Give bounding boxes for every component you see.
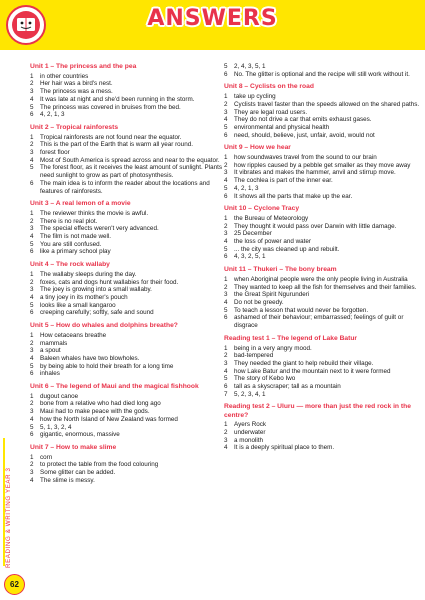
answer-item (30, 164, 226, 179)
answer-number: 5 (30, 301, 34, 309)
answer-text: 25 December (234, 230, 272, 238)
answer-number: 2 (30, 80, 34, 88)
answer-text: the Great Spirit Ngurunderi (234, 291, 310, 299)
answer-item (30, 469, 226, 477)
answer-text: inhales (40, 370, 60, 378)
answer-item (224, 169, 420, 177)
answer-item (30, 149, 226, 157)
answer-item (30, 400, 226, 408)
answer-item (224, 215, 420, 223)
answer-number: 3 (30, 225, 34, 233)
answer-number: 1 (224, 421, 228, 429)
answer-number: 5 (30, 103, 34, 111)
answer-item (30, 134, 226, 142)
answer-number: 3 (30, 88, 34, 96)
answer-number: 2 (224, 429, 228, 437)
answer-text: a monolith (234, 436, 264, 444)
answer-item (224, 368, 420, 376)
answer-number: 1 (30, 270, 34, 278)
answer-item (30, 332, 226, 340)
answer-item (30, 340, 226, 348)
answer-text: how Lake Batur and the mountain next to it were formed (234, 367, 391, 375)
answer-number: 5 (30, 164, 34, 172)
unit-heading: Unit 3 – A real lemon of a movie (30, 200, 131, 208)
answer-text: 4, 3, 2, 5, 1 (234, 253, 266, 261)
unit-heading: Reading test 1 – The legend of Lake Batur (224, 334, 358, 342)
answer-text: How cetaceans breathe (40, 331, 107, 339)
answer-text: how ripples caused by a pebble get smaller as they move away (234, 161, 411, 169)
answer-item (30, 355, 226, 363)
answer-item (224, 421, 420, 429)
answer-item (30, 294, 226, 302)
answer-item (224, 185, 420, 193)
answer-text: The joey is growing into a small wallaby. (40, 286, 152, 294)
answer-text: Some glitter can be added. (40, 469, 116, 477)
answer-item (30, 141, 226, 149)
answer-number: 4 (224, 367, 228, 375)
answer-text: corn (40, 453, 53, 461)
answer-item (224, 93, 420, 101)
answer-text: underwater (234, 429, 266, 437)
answer-number: 5 (224, 306, 228, 314)
answer-item (30, 363, 226, 371)
answer-item (224, 429, 420, 437)
answer-number: 4 (30, 293, 34, 301)
answer-number: 2 (224, 352, 228, 360)
answer-number: 3 (30, 149, 34, 157)
answer-number: 6 (30, 309, 34, 317)
answer-item (224, 162, 420, 170)
answer-item (30, 88, 226, 96)
answer-text: They needed the giant to help rebuild their village. (234, 359, 374, 367)
answer-number: 2 (30, 400, 34, 408)
answer-text: forest floor (40, 149, 70, 157)
answer-item (224, 284, 420, 292)
answer-number: 6 (30, 370, 34, 378)
answer-number: 1 (224, 93, 228, 101)
answer-item (224, 63, 420, 71)
answer-text: The special effects weren't very advanced. (40, 225, 159, 233)
answer-number: 2 (30, 278, 34, 286)
answer-item (30, 302, 226, 310)
answer-number: 5 (30, 362, 34, 370)
answer-unit (224, 63, 420, 78)
answer-text: ashamed of their behaviour; embarrassed; feelings of guilt or disgrace (234, 314, 404, 330)
answer-text: to protect the table from the food colouring (40, 461, 159, 469)
answer-text: bad-tempered (234, 352, 274, 360)
answer-unit (224, 205, 420, 261)
answer-number: 2 (30, 461, 34, 469)
answer-item (224, 383, 420, 391)
answer-text: Baleen whales have two blowholes. (40, 354, 140, 362)
answer-text: Ayers Rock (234, 421, 267, 429)
answer-item (224, 71, 420, 79)
answer-unit (30, 124, 226, 195)
answer-number: 5 (224, 63, 228, 70)
answer-number: 1 (224, 344, 228, 352)
answer-item (30, 286, 226, 294)
answer-number: 2 (224, 161, 228, 169)
answer-unit (224, 83, 420, 139)
answer-unit (30, 200, 226, 256)
answer-number: 1 (30, 72, 34, 80)
answer-item (224, 391, 420, 399)
answer-text: take up cycling (234, 93, 276, 101)
answer-item (224, 124, 420, 132)
answer-text: when Aboriginal people were the only people living in Australia (234, 275, 408, 283)
answer-unit (30, 261, 226, 317)
answer-number: 5 (224, 184, 228, 192)
answer-number: 4 (224, 298, 228, 306)
answer-item (224, 253, 420, 261)
answer-unit (30, 63, 226, 119)
answer-item (224, 177, 420, 185)
answer-text: The main idea is to inform the reader about the locations and features of rainforests. (40, 179, 210, 195)
answer-text: 5, 2, 3, 4, 1 (234, 390, 266, 398)
answer-text: This is the part of the Earth that is warm all year round. (40, 141, 193, 149)
answer-item (30, 80, 226, 88)
answer-item (224, 360, 420, 368)
answer-item (224, 276, 420, 284)
answer-item (30, 218, 226, 226)
answer-text: environmental and physical health (234, 123, 330, 131)
answer-text: The cochlea is part of the inner ear. (234, 177, 333, 185)
answer-item (30, 279, 226, 287)
answer-text: dugout canoe (40, 392, 79, 400)
answer-text: The forest floor, as it receives the least amount of sunlight. Plants need sunlight to grow as part of photosynthesis. (40, 164, 223, 180)
answer-text: You are still confused. (40, 240, 102, 248)
answer-item (30, 180, 226, 195)
unit-heading: Unit 2 – Tropical rainforests (30, 123, 119, 131)
answer-number: 3 (224, 359, 228, 367)
answer-item (30, 393, 226, 401)
answer-number: 2 (224, 100, 228, 108)
answer-number: 7 (224, 390, 228, 398)
answer-text: a tiny joey in its mother's pouch (40, 293, 128, 301)
unit-heading: Unit 9 – How we hear (224, 144, 291, 152)
answer-number: 6 (224, 192, 228, 200)
answers-column-right (224, 63, 420, 457)
answer-text: There is no real plot. (40, 217, 98, 225)
answer-item (224, 314, 420, 329)
answer-number: 5 (224, 375, 228, 383)
answer-text: It shows all the parts that make up the ear. (234, 192, 353, 200)
answer-item (224, 307, 420, 315)
unit-heading: Unit 10 – Cyclone Tracy (224, 205, 300, 213)
answer-text: Maui had to make peace with the gods. (40, 408, 150, 416)
answer-number: 3 (30, 286, 34, 294)
answer-number: 2 (224, 283, 228, 291)
answer-text: in other countries (40, 72, 89, 80)
answer-text: They wanted to keep all the fish for themselves and their families. (234, 283, 417, 291)
answer-text: Tropical rainforests are not found near the equator. (40, 133, 182, 141)
answer-text: It vibrates and makes the hammer, anvil and stirrup move. (234, 169, 396, 177)
answer-number: 4 (30, 156, 34, 164)
answer-number: 6 (30, 248, 34, 256)
answer-text: They are legal road users. (234, 108, 308, 116)
answer-item (224, 116, 420, 124)
answer-text: gigantic, enormous, massive (40, 431, 120, 439)
unit-heading: Unit 11 – Thukeri – The bony bream (224, 266, 337, 274)
answer-number: 1 (30, 392, 34, 400)
page-title: ANSWERS (147, 6, 278, 31)
answer-text: The slime is messy. (40, 476, 95, 484)
answer-number: 1 (30, 209, 34, 217)
answer-text: how the North Island of New Zealand was formed (40, 415, 178, 423)
answer-text: mammals (40, 339, 68, 347)
answer-number: 3 (224, 230, 228, 238)
answer-number: 3 (224, 291, 228, 299)
unit-heading: Unit 5 – How do whales and dolphins breathe? (30, 322, 178, 330)
answer-number: 4 (224, 177, 228, 185)
answer-number: 3 (224, 169, 228, 177)
answer-item (30, 309, 226, 317)
answer-number: 6 (224, 253, 228, 261)
page-number-badge (4, 574, 25, 595)
answer-item (30, 347, 226, 355)
answer-number: 4 (30, 233, 34, 241)
answer-text: The wallaby sleeps during the day. (40, 270, 137, 278)
answer-number: 6 (224, 383, 228, 391)
answer-unit (30, 383, 226, 439)
answer-text: being in a very angry mood. (234, 344, 312, 352)
answer-item (30, 210, 226, 218)
answer-item (224, 101, 420, 109)
answer-text: the loss of power and water (234, 238, 312, 246)
answer-number: 6 (30, 431, 34, 439)
answer-text: 4, 2, 1, 3 (234, 184, 259, 192)
answer-number: 4 (30, 415, 34, 423)
answer-item (30, 241, 226, 249)
answer-number: 6 (30, 111, 34, 119)
answer-item (224, 193, 420, 201)
answer-text: need, should, believe, just, unfair, avoid, would not (234, 131, 375, 139)
answer-text: the Bureau of Meteorology (234, 214, 309, 222)
answer-item (30, 416, 226, 424)
answer-item (30, 233, 226, 241)
answer-text: Her hair was a bird's nest. (40, 80, 113, 88)
answer-number: 4 (224, 116, 228, 124)
answer-unit (30, 322, 226, 378)
answer-number: 3 (30, 408, 34, 416)
page-number: 62 (10, 580, 19, 589)
unit-heading: Unit 4 – The rock wallaby (30, 261, 110, 269)
answer-text: 2, 4, 3, 5, 1 (234, 63, 266, 70)
answer-text: It is a deeply spiritual place to them. (234, 444, 335, 452)
answer-item (30, 477, 226, 485)
answer-item (224, 437, 420, 445)
answer-item (30, 104, 226, 112)
answer-text: how soundwaves travel from the sound to our brain (234, 154, 377, 162)
answer-item (224, 444, 420, 452)
answer-text: The reviewer thinks the movie is awful. (40, 209, 149, 217)
answer-text: looks like a small kangaroo (40, 301, 116, 309)
answer-number: 2 (30, 141, 34, 149)
answer-number: 6 (224, 314, 228, 322)
answer-text: 5, 1, 3, 2, 4 (40, 423, 72, 431)
answer-item (224, 246, 420, 254)
answer-number: 5 (224, 123, 228, 131)
answer-text: They thought it would pass over Darwin with little damage. (234, 222, 397, 230)
answer-number: 6 (224, 131, 228, 139)
unit-heading: Reading test 2 – Uluru — more than just the red rock in the centre? (224, 403, 411, 419)
answer-text: Cyclists travel faster than the speeds allowed on the shared paths. (234, 100, 420, 108)
answer-number: 3 (224, 108, 228, 116)
unit-heading: Unit 6 – The legend of Maui and the magical fishhook (30, 383, 199, 391)
unit-heading: Unit 1 – The princess and the pea (30, 63, 137, 70)
answer-number: 1 (30, 453, 34, 461)
answer-number: 3 (224, 436, 228, 444)
answer-text: It was late at night and she'd been running in the storm. (40, 95, 195, 103)
answer-text: by being able to hold their breath for a long time (40, 362, 174, 370)
unit-heading: Unit 7 – How to make slime (30, 443, 117, 451)
answer-unit (30, 444, 226, 485)
answer-item (30, 271, 226, 279)
answer-item (224, 223, 420, 231)
answer-item (224, 299, 420, 307)
answer-item (224, 230, 420, 238)
answer-number: 5 (224, 245, 228, 253)
answer-item (224, 154, 420, 162)
answer-unit (224, 403, 420, 452)
answer-item (224, 345, 420, 353)
answer-number: 1 (224, 214, 228, 222)
answer-item (30, 111, 226, 119)
answer-number: 4 (224, 238, 228, 246)
answer-item (30, 96, 226, 104)
answer-number: 1 (224, 275, 228, 283)
answer-text: 4, 2, 1, 3 (40, 111, 65, 119)
answer-unit (224, 266, 420, 330)
answer-text: The princess was a mess. (40, 88, 113, 96)
answer-number: 5 (30, 240, 34, 248)
answer-item (224, 238, 420, 246)
answer-number: 1 (30, 331, 34, 339)
answer-text: tall as a skyscraper; tall as a mountain (234, 383, 341, 391)
answer-number: 1 (224, 154, 228, 162)
answer-number: 5 (30, 423, 34, 431)
answer-item (30, 431, 226, 439)
answer-text: bone from a relative who had died long ago (40, 400, 161, 408)
answer-item (224, 132, 420, 140)
answer-text: The film is not made well. (40, 233, 112, 241)
answer-number: 4 (30, 95, 34, 103)
answer-unit (224, 335, 420, 399)
answer-text: like a primary school play (40, 248, 111, 256)
answer-item (30, 225, 226, 233)
answer-item (30, 157, 226, 165)
series-label: READING & WRITING YEAR 3 (5, 467, 12, 568)
answer-item (30, 370, 226, 378)
answers-column-left (30, 63, 226, 489)
answer-number: 4 (30, 354, 34, 362)
answer-item (30, 461, 226, 469)
answer-item (30, 424, 226, 432)
answer-text: The story of Kebo Iwo (234, 375, 296, 383)
answer-item (224, 109, 420, 117)
answer-item (30, 73, 226, 81)
answer-item (30, 248, 226, 256)
answer-unit (224, 144, 420, 200)
answer-item (224, 352, 420, 360)
answer-number: 2 (30, 217, 34, 225)
answer-text: The princess was covered in bruises from the bed. (40, 103, 181, 111)
answer-number: 4 (30, 476, 34, 484)
answer-item (224, 291, 420, 299)
answer-number: 2 (30, 339, 34, 347)
answer-number: 3 (30, 347, 34, 355)
answer-number: 6 (30, 179, 34, 187)
answer-text: They do not drive a car that emits exhaust gases. (234, 116, 372, 124)
answer-text: Most of South America is spread across and near to the equator. (40, 156, 220, 164)
answer-text: To teach a lesson that would never be forgotten. (234, 306, 369, 314)
unit-heading: Unit 8 – Cyclists on the road (224, 83, 314, 91)
answer-number: 6 (224, 70, 228, 78)
answer-number: 4 (224, 444, 228, 452)
answer-number: 2 (224, 222, 228, 230)
header-banner (0, 0, 425, 50)
answer-number: 1 (30, 133, 34, 141)
answer-item (30, 454, 226, 462)
answer-text: ... the city was cleaned up and rebuilt. (234, 245, 340, 253)
answer-item (224, 375, 420, 383)
answer-text: No. The glitter is optional and the recipe will still work without it. (234, 70, 410, 78)
answer-text: creeping carefully; softly, safe and sound (40, 309, 154, 317)
answer-item (30, 408, 226, 416)
answer-text: Do not be greedy. (234, 298, 284, 306)
answer-text: foxes, cats and dogs hunt wallabies for their food. (40, 278, 179, 286)
answer-text: a spout (40, 347, 61, 355)
answer-number: 3 (30, 469, 34, 477)
